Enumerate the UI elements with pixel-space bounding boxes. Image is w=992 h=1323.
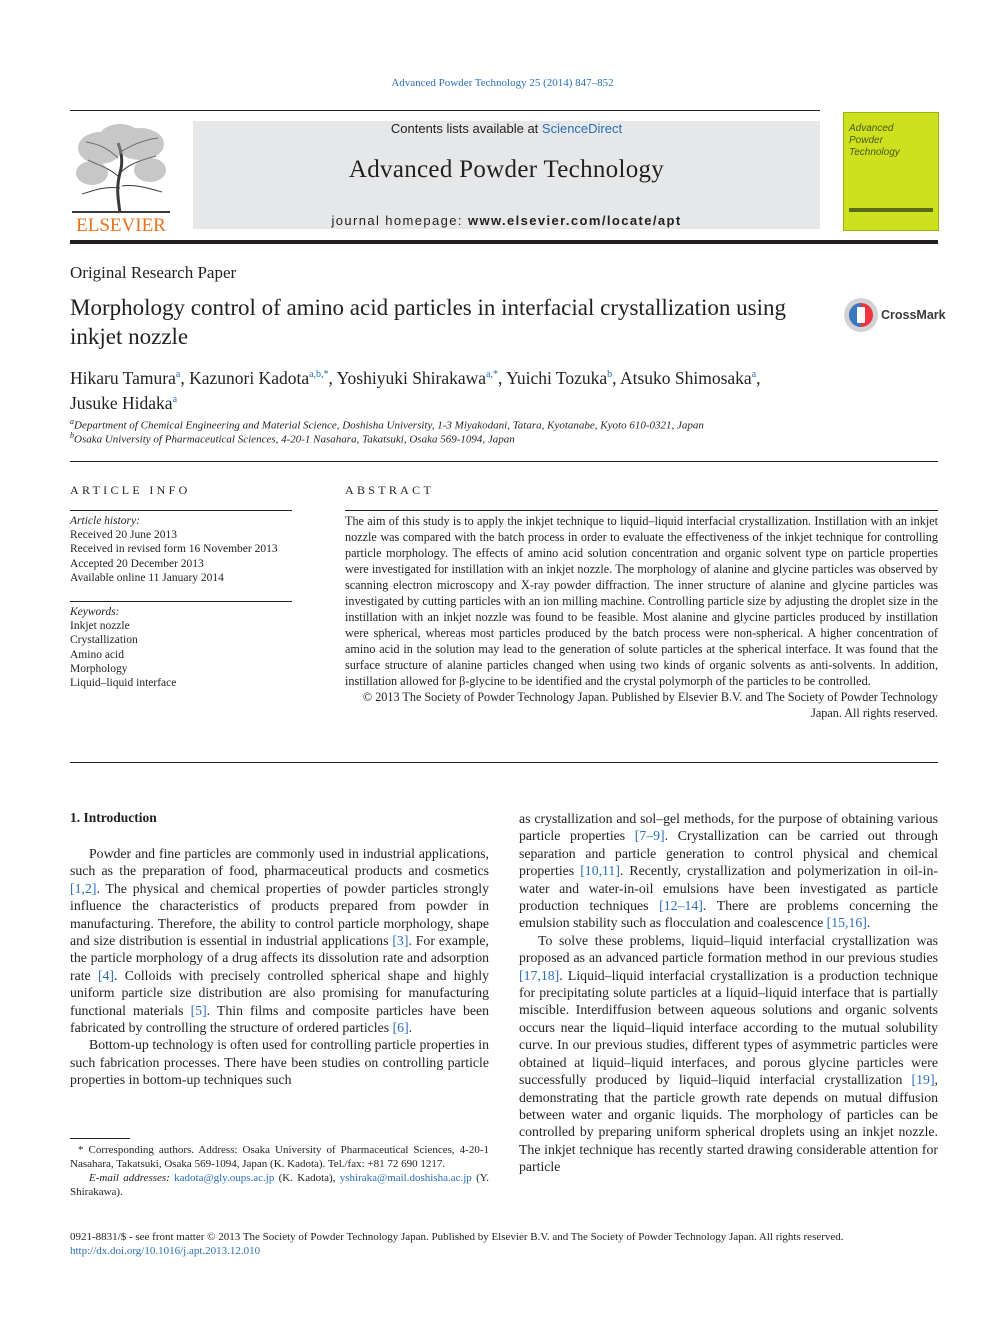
text-run: , demonstrating that the particle growth rate depends on mutual diffusion between water and organic liquids. The morphology of particles can be controlled by preparing uniform spherical droplets using an inkjet nozzle. The inkjet technique has recently started drawing considerable attention for particle [519,1072,938,1175]
text-run: . Thin films and composite particles have been fabricated by controlling the structure of ordered particles [70,1002,489,1036]
text-run: . Liquid–liquid interfacial crystallization is a production technique for precipitating solute particles at a liquid–liquid interface that is partially miscible. Interdiffusion between aqueous solutions and organic solvents occurs near the liquid–liquid interface according to the mutual solubility curve. In our previous studies, different types of asymmetric particles were obtained at liquid–liquid interfaces, and porous glycine particles were successfully produced by liquid–liquid interfacial crystallization [519,967,938,1088]
footnote-rule [70,1138,130,1139]
paragraph: Bottom-up technology is often used for controlling particle properties in such fabrication processes. There have been studies on controlling particle properties in bottom-up techniques such [70,1037,489,1088]
text-run: . [408,1020,413,1036]
homepage-url[interactable]: www.elsevier.com/locate/apt [467,213,682,228]
citation-link[interactable]: [1,2] [70,880,97,896]
text-run: Powder and fine particles are commonly used in industrial applications, such as the preparation of food, pharmaceutical products and cosmetics [70,846,489,879]
section-heading-introduction: 1. Introduction [70,810,157,825]
text-run: as crystallization and sol–gel methods, for the purpose of obtaining various particle properties [519,811,938,844]
body-right-column [519,810,938,1176]
issn-block [70,1230,950,1258]
author-name[interactable]: Yoshiyuki Shirakawa [336,367,487,388]
author-name[interactable]: Yuichi Tozuka [506,367,608,388]
issn-line: 0921-8831/$ - see front matter © 2013 The Society of Powder Technology Japan. Published by Elsevier B.V. and The Society of Powder Technology Japan. All rights reserved. [70,1231,844,1243]
affiliation-b: $^b$Osaka University of Pharmaceutical Sciences, 4-20-1 Nasahara, Takatsuki, Osaka 569-1094, Japan [70,431,515,446]
keyword: Amino acid [70,648,124,661]
keyword: Liquid–liquid interface [70,677,177,690]
email-link[interactable]: kadota@gly.oups.ac.jp [174,1172,275,1184]
citation-link[interactable]: [17,18] [519,967,560,983]
article-info-rule [70,510,292,511]
text-run: . For example, the particle morphology of a drug affects its dissolution rate and adsorption rate [70,933,489,983]
citation-link[interactable]: [10,11] [580,863,620,879]
journal-homepage: journal homepage: www.elsevier.com/locate/apt [331,213,682,228]
affiliation-a: $^a$Department of Chemical Engineering and Material Science, Doshisha University, 1-3 Miyakodani, Tatara, Kyotanabe, Kyoto 610-0321, Japan [70,417,704,432]
author-list: Hikaru Tamura$^a$, Kazunori Kadota$^{a,b,*}$, Yoshiyuki Shirakawa$^{a,*}$, Yuichi Tozuka$^b$, Atsuko Shimosaka$^a$, Jusuke Hidaka$^a$ [70,367,761,413]
contents-line: Contents lists available at ScienceDirect [390,121,623,136]
email-note: E-mail addresses: kadota@gly.oups.ac.jp (K. Kadota), yshiraka@mail.doshisha.ac.jp (Y. Shirakawa). [70,1172,490,1198]
text-run: To solve these problems, liquid–liquid interfacial crystallization was proposed as an advanced particle formation method in our previous studies [519,932,938,966]
title-rule [70,461,938,462]
text-run: . The physical and chemical properties of powder particles strongly influence the characteristics of products prepared from powder in manufacturing. Therefore, the ability to control particle morphology, shape and size distribution is essential in industrial applications [70,880,489,949]
crossmark-label: CrossMark [881,308,946,322]
cover-band [849,208,933,212]
article-info-heading: ARTICLE INFO [70,483,191,497]
author-name[interactable]: Kazunori Kadota [189,367,310,388]
crossmark-button[interactable] [843,297,946,333]
paragraph [519,932,938,1176]
crossmark-icon [843,297,879,333]
text-run: . There are problems concerning the emulsion stability such as flocculation and coalescence [519,898,938,931]
keyword: Crystallization [70,634,138,647]
author-name[interactable]: Atsuko Shimosaka [619,367,752,388]
keywords: Keywords: Inkjet nozzle Crystallization Amino acid Morphology Liquid–liquid interface [70,605,300,690]
sciencedirect-link[interactable]: ScienceDirect [541,121,623,136]
citation-link[interactable]: [5] [190,1002,207,1018]
abstract-text: The aim of this study is to apply the inkjet technique to liquid–liquid interfacial crystallization. Instillation with an inkjet nozzle was compared with the batch process in order to evaluate the effectiveness of the inkjet technique for controlling particle morphology. The effects of amino acid solution concentration and organic solvent type on particle properties were investigated for instillation with an inkjet nozzle. The morphology of alanine and glycine particles was observed by scanning electron microscopy and X-ray powder diffraction. The inner structure of alanine and glycine particles was investigated by cutting particles with an ion milling machine. Controlling particle size by adjusting the droplet size in the instillation with an inkjet nozzle was found to be feasible. Most alanine and glycine particles produced by instillation were spherical, whereas most particles produced by the batch process were non-spherical. A higher concentration of amino acid in the solution may lead to the generation of solute particles at the spherical interface. It was found that the surface structure of alanine particles changed when using two kinds of organic solvents as anti-solvents. In addition, instillation allowed for β-glycine to be identified and the crystal polymorph of the particles to be controlled. [345,514,938,688]
abstract-copyright: © 2013 The Society of Powder Technology Japan. Published by Elsevier B.V. and The Society of Powder Technology Japan. All rights reserved. [362,690,938,720]
header-rule [70,110,820,111]
article-title: Morphology control of amino acid particles in interfacial crystallization using inkjet nozzle [70,295,786,349]
cover-title: Advanced Powder Technology [849,123,900,158]
journal-title: Advanced Powder Technology [348,156,665,183]
header-thick-rule [70,240,938,244]
elsevier-logo [70,118,172,236]
text-run: . [866,915,871,931]
journal-cover[interactable] [843,112,939,231]
keywords-rule [70,601,292,602]
body-left-column [70,845,489,1089]
article-type: Original Research Paper [70,263,237,282]
keyword: Inkjet nozzle [70,620,130,633]
footnote [70,1143,489,1199]
elsevier-wordmark: ELSEVIER [76,215,166,236]
citation-link[interactable]: [15,16] [826,915,867,931]
citation-link[interactable]: [4] [97,967,115,983]
keyword: Morphology [70,662,128,675]
paragraph [70,845,489,1036]
corresponding-note: * Corresponding authors. Address: Osaka University of Pharmaceutical Sciences, 4-20-1 Nasahara, Takatsuki, Osaka 569-1094, Japan (K. Kadota). Tel./fax: +81 72 690 1217. [70,1144,489,1170]
article-history: Article history: Received 20 June 2013 Received in revised form 16 November 2013 Accepted 20 December 2013 Available online 11 January 2014 [70,515,278,584]
abstract-bottom-rule [70,762,938,763]
author-name[interactable]: Hikaru Tamura [70,367,176,388]
citation-link[interactable]: [6] [392,1020,409,1036]
paragraph [519,810,938,932]
doi-link[interactable]: http://dx.doi.org/10.1016/j.apt.2013.12.010 [70,1245,261,1257]
text-run: . Recently, crystallization and polymerization in oil-in-water and water-in-oil emulsions have been investigated as particle production techniques [519,863,938,914]
citation-link[interactable]: [19] [911,1072,935,1088]
email-link[interactable]: yshiraka@mail.doshisha.ac.jp [339,1172,472,1184]
citation-link[interactable]: [7–9] [634,828,665,844]
text-run: . Colloids with precisely controlled spherical shape and highly uniform particle size distribution are also promising for manufacturing functional materials [70,967,489,1018]
journal-reference[interactable]: Advanced Powder Technology 25 (2014) 847–852 [391,77,614,89]
citation-link[interactable]: [3] [392,933,409,949]
citation-link[interactable]: [12–14] [659,898,703,914]
abstract-rule [345,510,938,511]
text-run: . Crystallization can be carried out through separation and particle generation to control physical and chemical properties [519,828,938,879]
abstract-body [345,513,938,721]
abstract-heading: ABSTRACT [345,483,435,497]
author-name[interactable]: Jusuke Hidaka [70,392,173,413]
